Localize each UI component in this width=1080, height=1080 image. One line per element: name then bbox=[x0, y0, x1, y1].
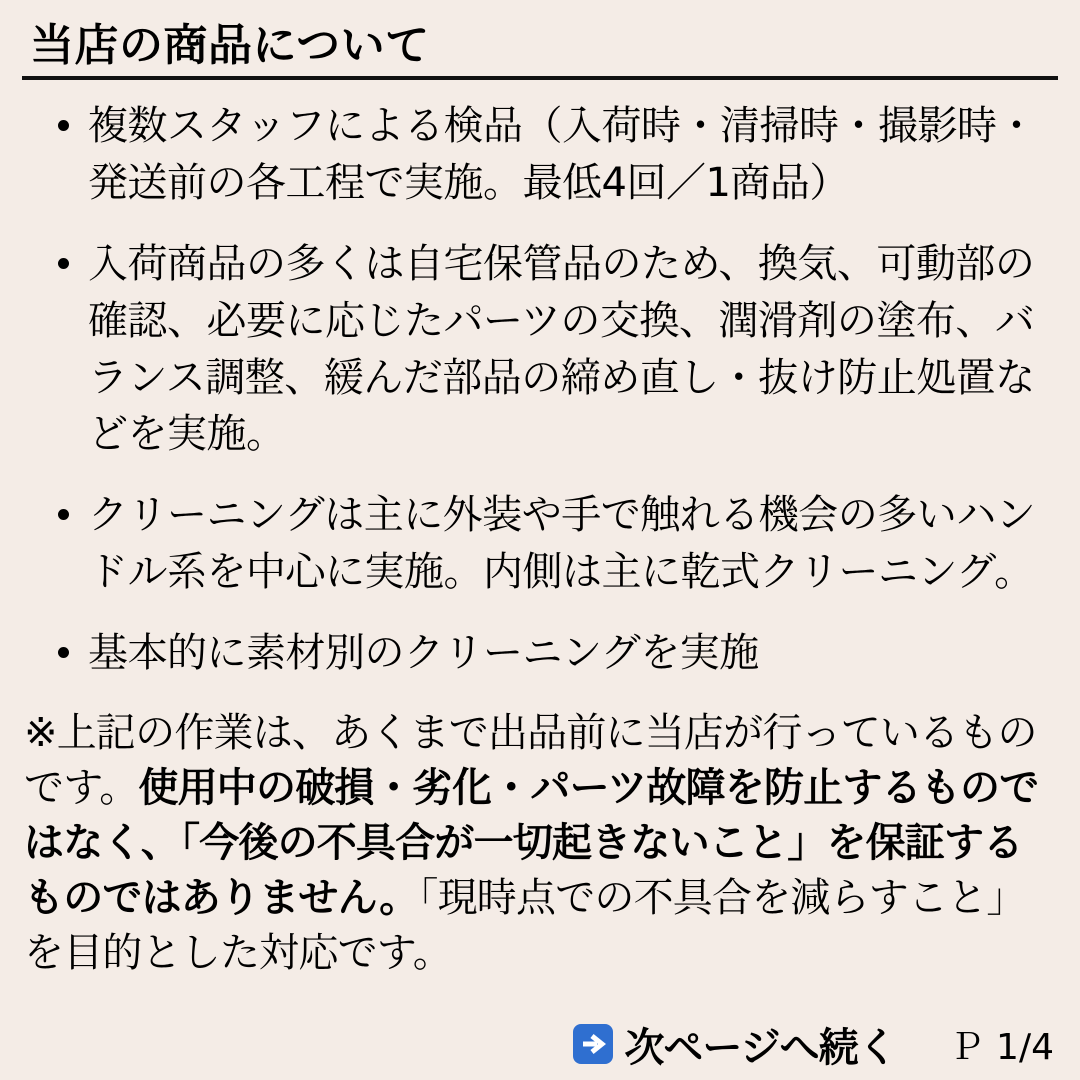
page-footer bbox=[0, 1014, 1080, 1074]
disclaimer-note bbox=[22, 706, 1058, 982]
disclaimer-tail: 「現時点での不具合を減らすこと」を目的とした対応です。 bbox=[24, 875, 1026, 977]
disclaimer-lead: ※上記の作業は、あくまで出品前に当店が行っているものです。 bbox=[24, 709, 1037, 811]
list-item: クリーニングは主に外装や手で触れる機会の多いハンドル系を中心に実施。内側は主に乾式クリーニング。 bbox=[22, 487, 1058, 601]
page-number: Ｐ 1/4 bbox=[948, 1026, 1054, 1068]
next-page-label: 次ページへ続く bbox=[624, 1024, 897, 1071]
product-notes-list bbox=[22, 98, 1058, 681]
arrow-right-icon bbox=[572, 1023, 614, 1065]
list-item: 複数スタッフによる検品（入荷時・清掃時・撮影時・発送前の各工程で実施。最低4回／1商品） bbox=[22, 98, 1058, 212]
next-page-indicator bbox=[572, 1016, 896, 1073]
list-item: 基本的に素材別のクリーニングを実施 bbox=[22, 625, 1058, 682]
page-title: 当店の商品について bbox=[22, 22, 1058, 80]
list-item: 入荷商品の多くは自宅保管品のため、換気、可動部の確認、必要に応じたパーツの交換、潤滑剤の塗布、バランス調整、緩んだ部品の締め直し・抜け防止処置などを実施。 bbox=[22, 236, 1058, 463]
disclaimer-bold: 使用中の破損・劣化・パーツ故障を防止するものではなく、「今後の不具合が一切起きないこと」を保証するものではありません。 bbox=[24, 764, 1039, 922]
